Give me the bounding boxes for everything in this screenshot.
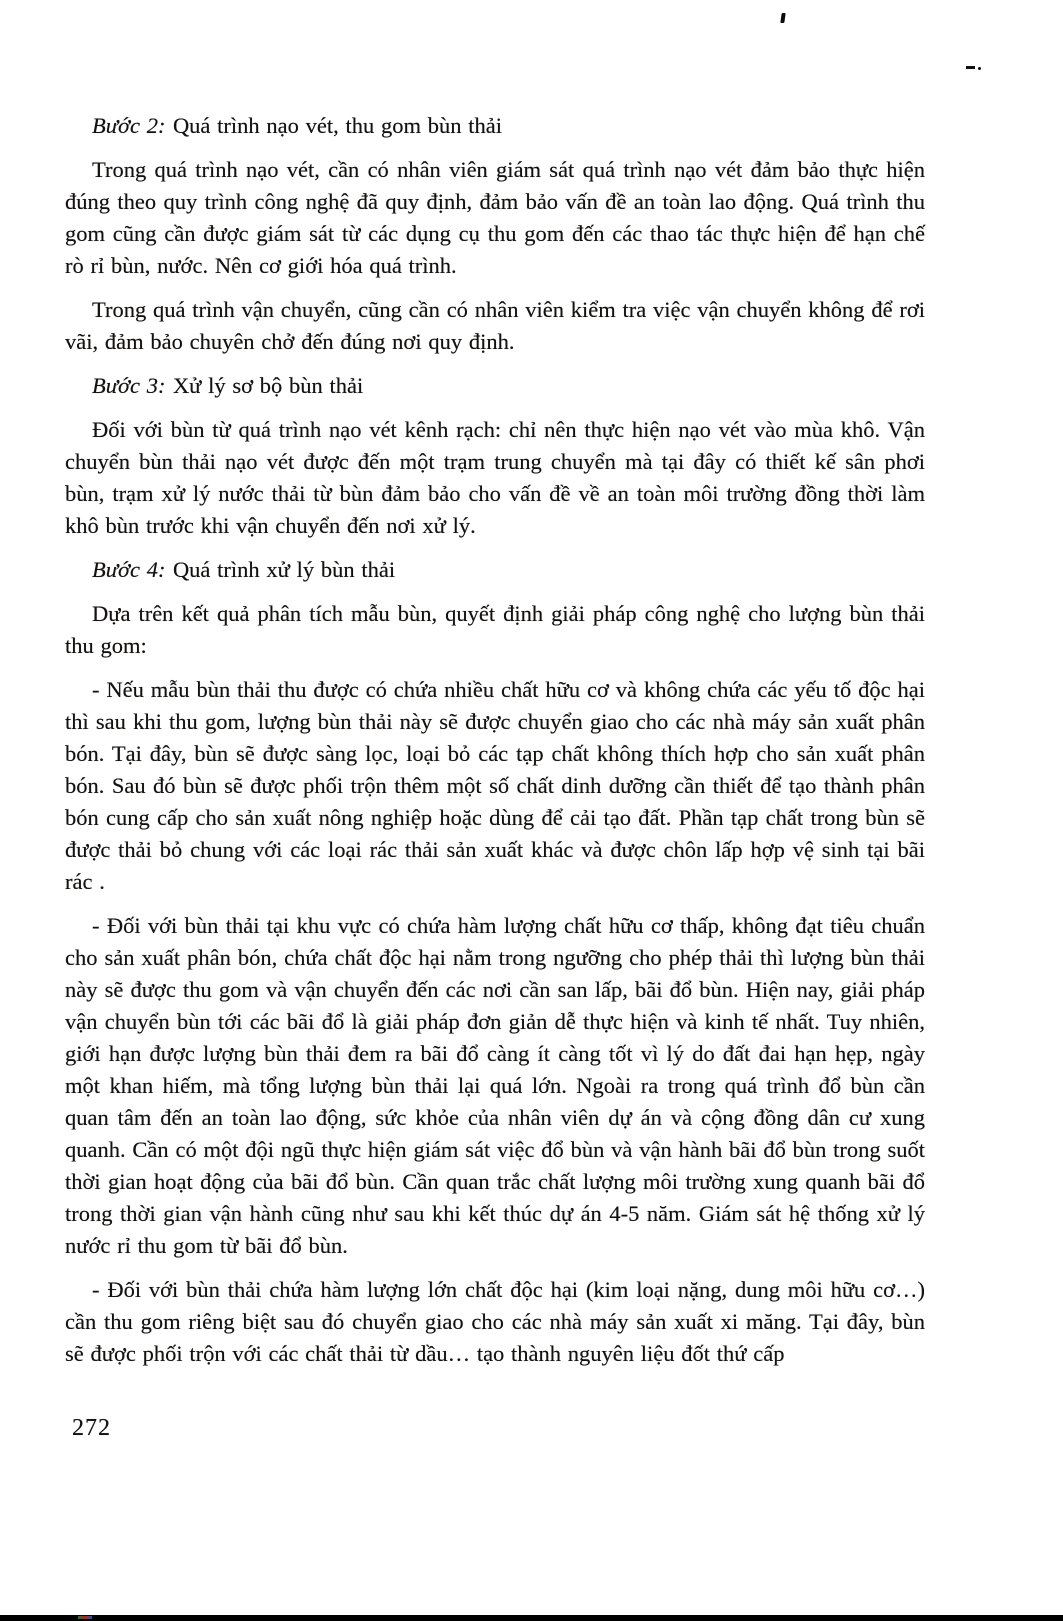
scan-speck-top-icon (780, 13, 785, 23)
step-label: Bước 3: (92, 373, 166, 398)
step-title: Xử lý sơ bộ bùn thải (172, 373, 364, 398)
body-paragraph-bullet: - Nếu mẫu bùn thải thu được có chứa nhiều chất hữu cơ và không chứa các yếu tố độc hại thì sau khi thu gom, lượng bùn thải này sẽ được chuyển giao cho các nhà máy sản xuất phân bón. Tại đây, bùn sẽ được sàng lọc, loại bỏ các tạp chất không thích hợp cho sản xuất phân bón. Sau đó bùn sẽ được phối trộn thêm một số chất dinh dưỡng cần thiết để tạo thành phân bón cung cấp cho sản xuất nông nghiệp hoặc dùng để cải tạo đất. Phần tạp chất trong bùn sẽ được thải bỏ chung với các loại rác thải sản xuất khác và được chôn lấp hợp vệ sinh tại bãi rác . (65, 677, 925, 894)
page-body-text (65, 110, 925, 1382)
scan-speck-color-icon (78, 1616, 92, 1619)
step-heading-2 (65, 110, 925, 142)
step-label: Bước 4: (92, 557, 166, 582)
scan-edge-bar (0, 1615, 1063, 1621)
step-label: Bước 2: (92, 113, 166, 138)
step-title: Quá trình nạo vét, thu gom bùn thải (172, 113, 503, 138)
body-paragraph: Dựa trên kết quả phân tích mẫu bùn, quyết định giải pháp công nghệ cho lượng bùn thải thu gom: (65, 601, 925, 658)
body-paragraph-bullet: - Đối với bùn thải chứa hàm lượng lớn chất độc hại (kim loại nặng, dung môi hữu cơ…) cần thu gom riêng biệt sau đó chuyển giao cho các nhà máy sản xuất xi măng. Tại đây, bùn sẽ được phối trộn với các chất thải từ dầu… tạo thành nguyên liệu đốt thứ cấp (65, 1277, 925, 1366)
body-paragraph-bullet: - Đối với bùn thải tại khu vực có chứa hàm lượng chất hữu cơ thấp, không đạt tiêu chuẩn cho sản xuất phân bón, chứa chất độc hại nằm trong ngưỡng cho phép thải thì lượng bùn thải này sẽ được thu gom và vận chuyển đến các nơi cần san lấp, bãi đổ bùn. Hiện nay, giải pháp vận chuyển bùn tới các bãi đổ là giải pháp đơn giản dễ thực hiện và kinh tế nhất. Tuy nhiên, giới hạn được lượng bùn thải đem ra bãi đổ càng ít càng tốt vì lý do đất đai hạn hẹp, ngày một khan hiếm, mà tổng lượng bùn thải lại quá lớn. Ngoài ra trong quá trình đổ bùn cần quan tâm đến an toàn lao động, sức khỏe của nhân viên dự án và cộng đồng dân cư xung quanh. Cần có một đội ngũ thực hiện giám sát việc đổ bùn và vận hành bãi đổ bùn trong suốt thời gian hoạt động của bãi đổ bùn. Cần quan trắc chất lượng môi trường xung quanh bãi đổ trong thời gian vận hành cũng như sau khi kết thúc dự án 4-5 năm. Giám sát hệ thống xử lý nước rỉ thu gom từ bãi đổ bùn. (65, 913, 925, 1258)
scan-speck-right-icon (966, 66, 975, 69)
page-number: 272 (72, 1415, 111, 1441)
step-heading-3 (65, 370, 925, 402)
step-title: Quá trình xử lý bùn thải (172, 557, 396, 582)
body-paragraph: Trong quá trình nạo vét, cần có nhân viên giám sát quá trình nạo vét đảm bảo thực hiện đúng theo quy trình công nghệ đã quy định, đảm bảo vấn đề an toàn lao động. Quá trình thu gom cũng cần được giám sát từ các dụng cụ thu gom đến các thao tác thực hiện để hạn chế rò rỉ bùn, nước. Nên cơ giới hóa quá trình. (65, 157, 925, 278)
step-heading-4 (65, 554, 925, 586)
body-paragraph: Trong quá trình vận chuyển, cũng cần có nhân viên kiểm tra việc vận chuyển không để rơi vãi, đảm bảo chuyên chở đến đúng nơi quy định. (65, 297, 925, 354)
body-paragraph: Đối với bùn từ quá trình nạo vét kênh rạch: chỉ nên thực hiện nạo vét vào mùa khô. Vận chuyển bùn thải nạo vét được đến một trạm trung chuyển mà tại đây có thiết kế sân phơi bùn, trạm xử lý nước thải từ bùn đảm bảo cho vấn đề về an toàn môi trường đồng thời làm khô bùn trước khi vận chuyển đến nơi xử lý. (65, 417, 925, 538)
